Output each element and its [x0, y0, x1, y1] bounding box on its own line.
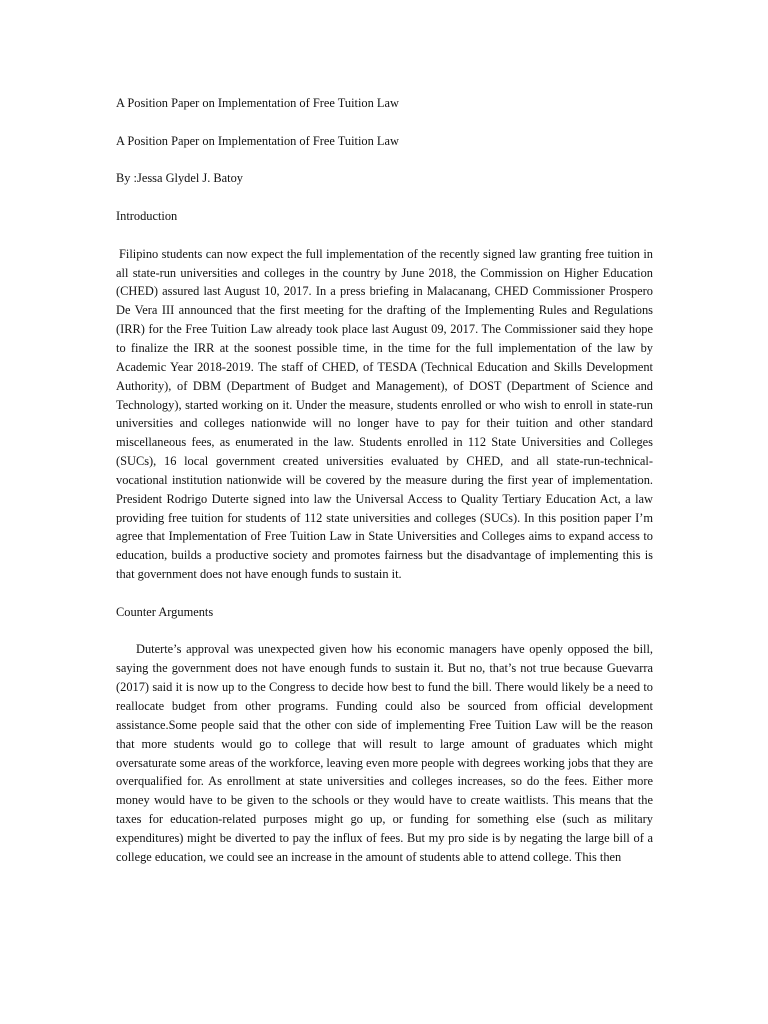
introduction-paragraph: Filipino students can now expect the full implementation of the recently signed law granting free tuition in all state-run universities and colleges in the country by June 2018, the Commission on Higher Education (CHED) assured last August 10, 2017. In a press briefing in Malacanang, CHED Commissioner Prospero De Vera III announced that the first meeting for the drafting of the Implementing Rules and Regulations (IRR) for the Free Tuition Law already took place last August 09, 2017. The Commissioner said they hope to finalize the IRR at the soonest possible time, in the time for the full implementation of the law by Academic Year 2018-2019. The staff of CHED, of TESDA (Technical Education and Skills Development Authority), of DBM (Department of Budget and Management), of DOST (Department of Science and Technology), started working on it. Under the measure, students enrolled or who wish to enroll in state-run universities and colleges nationwide will no longer have to pay for their tuition and other standard miscellaneous fees, as enumerated in the law. Students enrolled in 112 State Universities and Colleges (SUCs), 16 local government created universities evaluated by CHED, and all state-run-technical-vocational institution nationwide will be covered by the measure during the first year of implementation. President Rodrigo Duterte signed into law the Universal Access to Quality Tertiary Education Act, a law providing free tuition for students of 112 state universities and colleges (SUCs). In this position paper I’m agree that Implementation of Free Tuition Law in State Universities and Colleges aims to expand access to education, builds a productive society and promotes fairness but the disadvantage of implementing this is that government does not have enough funds to sustain it.	[116, 246, 653, 582]
byline: By :Jessa Glydel J. Batoy	[116, 171, 243, 186]
title-line-2: A Position Paper on Implementation of Free Tuition Law	[116, 133, 399, 148]
title-line-1: A Position Paper on Implementation of Free Tuition Law	[116, 96, 399, 110]
counter-arguments-paragraph: Duterte’s approval was unexpected given how his economic managers have openly opposed the bill, saying the government does not have enough funds to sustain it. But no, that’s not true because Guevarra (2017) said it is now up to the Congress to decide how best to fund the bill. There would likely be a need to reallocate budget from other programs. Funding could also be sourced from official development assistance.Some people said that the other con side of implementing Free Tuition Law will be the reason that more students would go to college that will result to large amount of graduates which might oversaturate some areas of the workforce, leaving even more people with degrees working jobs that they are overqualified for. As enrollment at state universities and colleges increases, so do the fees. Either more money would have to be given to the schools or they would have to create waitlists. This means that the taxes for education-related purposes might go up, or funding for something else (such as military expenditures) might be diverted to pay the influx of fees. But my pro side is by negating the large bill of a college education, we could see an increase in the amount of students able to attend college. This then	[116, 642, 653, 864]
document-page	[116, 94, 653, 885]
introduction-heading: Introduction	[116, 209, 178, 224]
counter-arguments-heading: Counter Arguments	[116, 604, 214, 619]
